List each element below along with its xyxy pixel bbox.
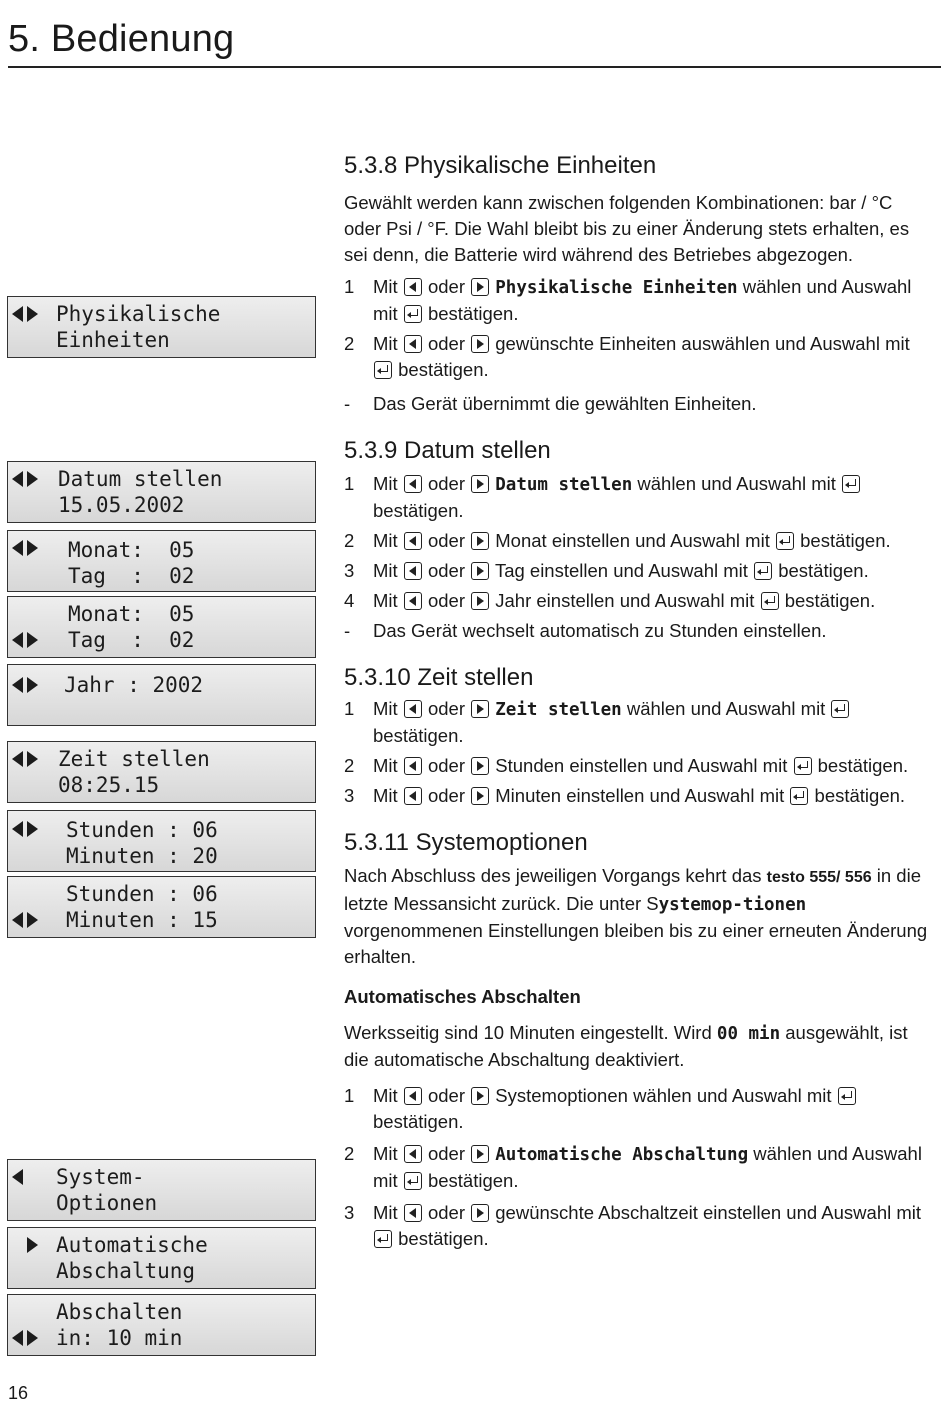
enter-key-icon (790, 787, 808, 805)
step-text: Mit (373, 755, 398, 776)
step-text: oder (427, 276, 465, 297)
step-text: oder (427, 333, 465, 354)
step-text: Stunden einstellen und Auswahl mit (495, 755, 788, 776)
menu-code: ystemop-tionen (658, 895, 807, 915)
step-text: bestätigen. (817, 755, 909, 776)
step-text: bestätigen. (398, 1228, 489, 1249)
step-number: 4 (344, 590, 355, 611)
lcd-line: Einheiten (56, 328, 170, 352)
step-text: bestätigen. (800, 530, 891, 551)
lcd-line: Optionen (56, 1191, 158, 1215)
lcd-line: Abschaltung (56, 1259, 196, 1283)
step-result (344, 391, 934, 417)
enter-key-icon (404, 1172, 422, 1190)
enter-key-icon (831, 700, 849, 718)
step-text: Das Gerät übernimmt die gewählten Einheiten. (373, 393, 757, 414)
lcd-left-right-arrows-icon (12, 466, 38, 492)
lcd-line: Physikalische (56, 302, 221, 326)
lcd-line: Minuten : 15 (66, 908, 218, 932)
enter-key-icon (404, 305, 422, 323)
lcd-line: Tag : 02 (68, 628, 195, 652)
step (344, 558, 934, 584)
paragraph-text: Nach Abschluss des jeweiligen Vorgangs kehrt das (344, 865, 762, 886)
right-key-icon (471, 562, 489, 580)
step-text: oder (427, 1202, 465, 1223)
lcd-left-right-arrows-icon (12, 816, 38, 842)
menu-code: 00 min (716, 1024, 781, 1044)
right-key-icon (471, 592, 489, 610)
step-text: oder (427, 698, 465, 719)
step-text: bestätigen. (814, 785, 906, 806)
step-text: bestätigen. (427, 303, 519, 324)
enter-key-icon (842, 475, 860, 493)
enter-key-icon (794, 757, 812, 775)
lcd-systemoptionen (7, 1159, 316, 1221)
step-text: Mit (373, 530, 398, 551)
step (344, 1141, 934, 1194)
section-heading-physikalische-einheiten: 5.3.8 Physikalische Einheiten (344, 152, 657, 179)
step-text: Monat einstellen und Auswahl mit (495, 530, 770, 551)
chapter-title: 5. Bedienung (8, 18, 235, 60)
step-text: Jahr einstellen und Auswahl mit (495, 590, 755, 611)
step-text: oder (427, 785, 465, 806)
result-dash: - (344, 393, 351, 414)
step-text: oder (427, 473, 465, 494)
right-key-icon (471, 1204, 489, 1222)
step-text: wählen und Auswahl mit (626, 698, 826, 719)
step-number: 1 (344, 473, 355, 494)
lcd-line: Monat: 05 (68, 538, 195, 562)
lcd-line: Abschalten (56, 1300, 183, 1324)
lcd-minuten-einstellen (7, 876, 316, 938)
menu-code: Automatische Abschaltung (495, 1145, 749, 1165)
step-text: oder (427, 1143, 465, 1164)
left-key-icon (404, 1204, 422, 1222)
right-key-icon (471, 475, 489, 493)
paragraph-text: vorgenommenen Einstellungen bleiben bis zu einer erneuten Änderung erhalten. (344, 920, 928, 967)
step-text: Minuten einstellen und Auswahl mit (495, 785, 785, 806)
step-text: Mit (373, 276, 398, 297)
section-heading-zeit-stellen: 5.3.10 Zeit stellen (344, 664, 534, 691)
lcd-line: Stunden : 06 (66, 818, 218, 842)
menu-code: Physikalische Einheiten (495, 278, 738, 298)
enter-key-icon (374, 361, 392, 379)
lcd-monat-einstellen (7, 530, 316, 592)
step-text: bestätigen. (778, 560, 869, 581)
paragraph-text: in die letzte Messansicht zurück. Die unter S (344, 865, 921, 914)
left-key-icon (404, 278, 422, 296)
step-text: Mit (373, 698, 398, 719)
result-dash: - (344, 620, 351, 641)
step (344, 753, 934, 779)
left-key-icon (404, 592, 422, 610)
lcd-line: Monat: 05 (68, 602, 195, 626)
left-key-icon (404, 562, 422, 580)
product-name: testo 555/ 556 (766, 869, 872, 886)
lcd-automatische-abschaltung (7, 1227, 316, 1289)
step-number: 2 (344, 1143, 355, 1164)
lcd-line: System- (56, 1165, 145, 1189)
lcd-line: 15.05.2002 (58, 493, 185, 517)
lcd-jahr-einstellen (7, 664, 316, 726)
step-text: Tag einstellen und Auswahl mit (494, 560, 748, 581)
lcd-abschalten (7, 1294, 316, 1356)
left-key-icon (404, 1145, 422, 1163)
step-text: bestätigen. (373, 1111, 464, 1132)
lcd-line: 08:25.15 (58, 773, 160, 797)
paragraph (344, 1020, 934, 1073)
lcd-right-arrow-icon (12, 1232, 38, 1258)
step-text: Systemoptionen wählen und Auswahl mit (495, 1085, 832, 1106)
step-text: bestätigen. (373, 500, 464, 521)
lcd-line: Jahr : 2002 (64, 673, 204, 697)
left-key-icon (404, 475, 422, 493)
step-number: 1 (344, 1085, 355, 1106)
step-number: 3 (344, 1202, 355, 1223)
step (344, 528, 934, 554)
right-key-icon (471, 532, 489, 550)
enter-key-icon (761, 592, 779, 610)
step-number: 1 (344, 276, 355, 297)
right-key-icon (471, 335, 489, 353)
step-text: bestätigen. (398, 359, 489, 380)
step-result (344, 618, 934, 644)
lcd-line: in: 10 min (56, 1326, 183, 1350)
step-text: wählen und Auswahl mit (373, 1143, 922, 1191)
lcd-line: Automatische (56, 1233, 208, 1257)
menu-code: Zeit stellen (495, 700, 622, 720)
step-text: oder (427, 590, 465, 611)
step-text: bestätigen. (373, 725, 464, 746)
step-text: bestätigen. (784, 590, 876, 611)
step-number: 2 (344, 530, 355, 551)
section-heading-systemoptionen: 5.3.11 Systemoptionen (344, 829, 588, 856)
right-key-icon (471, 1087, 489, 1105)
paragraph (344, 863, 934, 970)
lcd-physikalische-einheiten (7, 296, 316, 358)
step (344, 471, 934, 524)
lcd-line: Zeit stellen (58, 747, 210, 771)
left-key-icon (404, 335, 422, 353)
lcd-line: Stunden : 06 (66, 882, 218, 906)
step-text: Mit (373, 590, 398, 611)
left-key-icon (404, 532, 422, 550)
right-key-icon (471, 757, 489, 775)
step-text: gewünschte Einheiten auswählen und Auswahl mit (495, 333, 910, 354)
step (344, 588, 934, 614)
step (344, 1200, 934, 1252)
paragraph-text: ausgewählt, ist die automatische Abschaltung deaktiviert. (344, 1022, 908, 1070)
lcd-tag-einstellen (7, 596, 316, 658)
step-text: gewünschte Abschaltzeit einstellen und Auswahl mit (495, 1202, 922, 1223)
lcd-line: Tag : 02 (68, 564, 195, 588)
lcd-left-right-arrows-icon (12, 1325, 38, 1351)
step-text: Mit (373, 473, 398, 494)
step-text: Mit (373, 1143, 398, 1164)
step-text: wählen und Auswahl mit (373, 276, 912, 324)
step (344, 331, 934, 383)
left-key-icon (404, 757, 422, 775)
left-key-icon (404, 1087, 422, 1105)
paragraph-text: Werksseitig sind 10 Minuten eingestellt. Wird (344, 1022, 712, 1043)
lcd-line: Datum stellen (58, 467, 223, 491)
step (344, 783, 934, 809)
step-text: oder (427, 530, 465, 551)
step-text: wählen und Auswahl mit (637, 473, 836, 494)
step (344, 696, 934, 749)
subheading-automatisches-abschalten: Automatisches Abschalten (344, 986, 581, 1007)
section-heading-datum-stellen: 5.3.9 Datum stellen (344, 437, 551, 464)
enter-key-icon (754, 562, 772, 580)
step-text: Das Gerät wechselt automatisch zu Stunden einstellen. (373, 620, 827, 641)
right-key-icon (471, 700, 489, 718)
step-text: oder (427, 560, 465, 581)
lcd-datum-stellen (7, 461, 316, 523)
step (344, 1083, 934, 1135)
step-text: oder (427, 1085, 465, 1106)
step-text: Mit (373, 1085, 398, 1106)
paragraph: Gewählt werden kann zwischen folgenden Kombinationen: bar / °C oder Psi / °F. Die Wahl bleibt bis zu einer Änderung stets erhalten, es sei denn, die Batterie wird während des Betriebes abgezogen. (344, 192, 910, 265)
lcd-left-right-arrows-icon (12, 907, 38, 933)
lcd-zeit-stellen (7, 741, 316, 803)
step-text: oder (427, 755, 465, 776)
enter-key-icon (374, 1230, 392, 1248)
content-column (344, 150, 934, 1252)
lcd-left-right-arrows-icon (12, 301, 38, 327)
chapter-rule (8, 66, 941, 68)
step-text: Mit (373, 785, 398, 806)
left-key-icon (404, 700, 422, 718)
step-text: Mit (373, 560, 398, 581)
right-key-icon (471, 787, 489, 805)
page-number: 16 (8, 1383, 29, 1403)
lcd-stunden-einstellen (7, 810, 316, 872)
step-text: bestätigen. (427, 1170, 519, 1191)
lcd-left-right-arrows-icon (12, 535, 38, 561)
step (344, 274, 934, 327)
step-number: 3 (344, 785, 355, 806)
step-number: 1 (344, 698, 355, 719)
lcd-left-arrow-icon (12, 1164, 23, 1190)
lcd-left-right-arrows-icon (12, 746, 38, 772)
lcd-line: Minuten : 20 (66, 844, 218, 868)
step-text: Mit (373, 333, 398, 354)
step-text: Mit (373, 1202, 398, 1223)
lcd-left-right-arrows-icon (12, 672, 38, 698)
step-number: 2 (344, 755, 355, 776)
right-key-icon (471, 278, 489, 296)
right-key-icon (471, 1145, 489, 1163)
menu-code: Datum stellen (495, 475, 633, 495)
enter-key-icon (776, 532, 794, 550)
enter-key-icon (838, 1087, 856, 1105)
step-number: 3 (344, 560, 355, 581)
left-key-icon (404, 787, 422, 805)
step-number: 2 (344, 333, 355, 354)
lcd-left-right-arrows-icon (12, 627, 38, 653)
